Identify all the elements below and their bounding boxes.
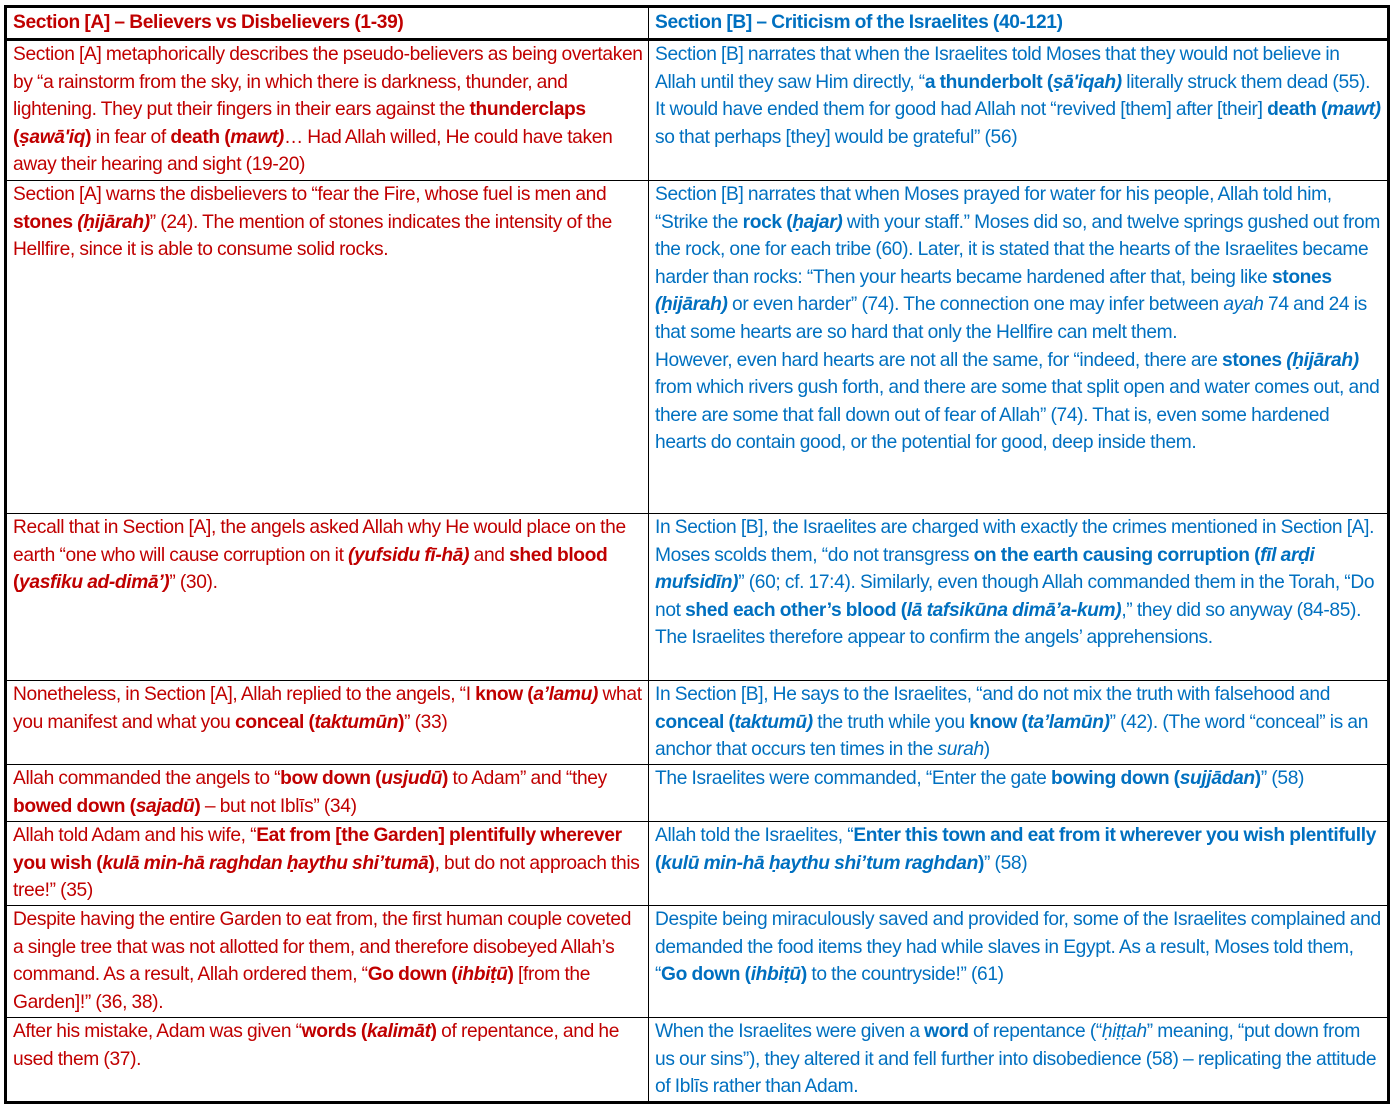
header-row: [6, 7, 1389, 40]
cell-section-b: Despite being miraculously saved and provided for, some of the Israelites complained and demanded the food items they had while slaves in Egypt. As a result, Moses told them, “Go down (ihbiṭū) to the countryside!” (61): [649, 906, 1389, 1018]
emphasized-term: yasfiku ad-dimā’): [19, 572, 170, 594]
emphasized-term: (: [527, 684, 534, 705]
cell-section-b: When the Israelites were given a word of repentance (“ḥiṭṭah” meaning, “put down from us our sins”), they altered it and fell further into disobedience (58) – replicating the attitude of Iblīs rather than Adam.: [649, 1018, 1389, 1103]
cell-section-a: After his mistake, Adam was given “words (kalimāt) of repentance, and he used them (37).: [6, 1018, 649, 1103]
emphasized-term: kulā min-hā raghdan ḥaythu shi’tumā: [102, 852, 429, 874]
emphasized-term: know (: [969, 711, 1028, 733]
emphasized-term: ): [800, 964, 807, 986]
emphasized-term: ): [85, 126, 92, 148]
emphasized-term: ihbiṭū: [750, 964, 801, 986]
emphasized-term: (yufsidu fī-hā): [348, 544, 470, 566]
header-section-b: Section [B] – Criticism of the Israelites (40-121): [649, 7, 1389, 40]
table-row: [6, 514, 1389, 681]
cell-section-b: Allah told the Israelites, “Enter this town and eat from it wherever you wish plentifully (kulū min-hā ḥaythu shi’tum raghdan)” (58): [649, 822, 1389, 906]
cell-section-b: In Section [B], He says to the Israelites, “and do not mix the truth with falsehood and conceal (taktumū) the truth while you know (ta’lamūn)” (42). (The word “conceal” is an anchor that occurs ten times in the surah): [649, 681, 1389, 765]
emphasized-term: ): [398, 711, 405, 733]
emphasized-term: mawt): [230, 126, 284, 148]
table-row: [6, 181, 1389, 514]
emphasized-term: ): [428, 852, 435, 874]
cell-section-a: Section [A] warns the disbelievers to “fear the Fire, whose fuel is men and stones (ḥijārah)” (24). The mention of stones indicates the intensity of the Hellfire, since it is able to consume solid rocks.: [6, 181, 649, 514]
emphasized-term: on the earth causing corruption (: [973, 544, 1261, 566]
table-row: [6, 765, 1389, 822]
emphasized-term: usjudū: [381, 768, 442, 789]
table-row: [6, 1018, 1389, 1103]
cell-section-b: In Section [B], the Israelites are charged with exactly the crimes mentioned in Section [A]. Moses scolds them, “do not transgress on the earth causing corruption (fīl arḍi mufsidīn)” (60; cf. 17:4). Similarly, even though Allah commanded them in the Torah, “Do not shed each other’s blood (lā tafsikūna dimā’a-kum),” they did so anyway (84-85). The Israelites therefore appear to confirm the angels’ apprehensions.: [649, 514, 1389, 681]
table-row: [6, 822, 1389, 906]
emphasized-term: sujjādan: [1179, 768, 1255, 789]
emphasized-term: Go down (: [367, 964, 458, 986]
emphasized-term: ): [1254, 768, 1261, 789]
emphasized-term: lā tafsikūna dimā’a-kum): [906, 599, 1122, 621]
emphasized-term: ihbiṭū: [457, 964, 508, 986]
header-section-a: Section [A] – Believers vs Disbelievers (1-39): [6, 7, 649, 40]
emphasized-term: ḥajar): [792, 211, 843, 233]
emphasized-term: ): [507, 964, 514, 986]
emphasized-term: death (: [1267, 99, 1328, 121]
emphasized-term: mawt): [1327, 99, 1381, 121]
emphasized-term: ṣawā'iq: [19, 126, 86, 148]
emphasized-term: ): [441, 768, 449, 789]
cell-section-b: Section [B] narrates that when Moses prayed for water for his people, Allah told him, “Strike the rock (ḥajar) with your staff.” Moses did so, and twelve springs gushed out from the rock, one for each tribe (60). Later, it is stated that the hearts of the Israelites became harder than rocks: “Then your hearts became hardened after that, being like stones (ḥijārah) or even harder” (74). The connection one may infer between ayah 74 and 24 is that some hearts are so hard that only the Hellfire can melt them. However, even hard hearts are not all the same, for “indeed, there are stones (ḥijārah) from which rivers gush forth, and there are some that split open and water comes out, and there are some that fall down out of fear of Allah” (74). That is, even some hardened hearts do contain good, or the potential for good, deep inside them.: [649, 181, 1389, 514]
emphasized-term: ): [430, 1021, 437, 1042]
table-row: [6, 681, 1389, 765]
emphasized-term: words (: [301, 1021, 367, 1042]
cell-section-a: Despite having the entire Garden to eat from, the first human couple coveted a single tree that was not allotted for them, and therefore disobeyed Allah’s command. As a result, Allah ordered them, “Go down (ihbiṭū) [from the Garden]!” (36, 38).: [6, 906, 649, 1018]
emphasized-term: rock (: [742, 211, 793, 233]
emphasized-term: conceal (: [655, 711, 735, 733]
emphasized-term: fīl arḍi mufsidīn): [655, 544, 1315, 594]
emphasized-term: ): [194, 795, 201, 817]
emphasized-term: (ḥijārah): [1286, 349, 1359, 371]
emphasized-term: taktumū): [734, 711, 813, 733]
emphasized-term: (ḥijārah): [655, 294, 728, 316]
cell-section-a: Recall that in Section [A], the angels asked Allah why He would place on the earth “one who will cause corruption on it (yufsidu fī-hā) and shed blood (yasfiku ad-dimā’)” (30).: [6, 514, 649, 681]
emphasized-term: stones: [1271, 266, 1332, 288]
emphasized-term: a’lamu): [533, 684, 599, 705]
emphasized-term: taktumūn: [314, 711, 399, 733]
emphasized-term: word: [924, 1021, 969, 1042]
emphasized-term: stones: [1222, 349, 1287, 371]
emphasized-term: (ḥijārah): [77, 211, 150, 233]
emphasized-term: stones: [13, 211, 78, 233]
italic-term: ḥiṭṭah: [1101, 1021, 1147, 1042]
cell-section-a: Allah told Adam and his wife, “Eat from [the Garden] plentifully wherever you wish (kulā min-hā raghdan ḥaythu shi’tumā), but do not approach this tree!” (35): [6, 822, 649, 906]
cell-section-b: Section [B] narrates that when the Israelites told Moses that they would not believe in Allah until they saw Him directly, “a thunderbolt (ṣā'iqah) literally struck them dead (55). It would have ended them for good had Allah not “revived [them] after [their] death (mawt) so that perhaps [they] would be grateful” (56): [649, 40, 1389, 181]
emphasized-term: kulū min-hā ḥaythu shi’tum raghdan: [661, 852, 978, 874]
cell-section-a: Nonetheless, in Section [A], Allah replied to the angels, “I know (a’lamu) what you manifest and what you conceal (taktumūn)” (33): [6, 681, 649, 765]
emphasized-term: Go down (: [661, 964, 751, 986]
emphasized-term: sajadū: [135, 795, 195, 817]
emphasized-term: thunderclaps (: [13, 99, 586, 148]
emphasized-term: bowing down (: [1050, 768, 1180, 789]
emphasized-term: a thunderbolt (: [924, 71, 1053, 93]
emphasized-term: shed each other’s blood (: [685, 599, 907, 621]
emphasized-term: ṣā'iqah): [1052, 71, 1122, 93]
table-row: [6, 40, 1389, 181]
emphasized-term: kalimāt: [366, 1021, 431, 1042]
cell-section-a: Section [A] metaphorically describes the pseudo-believers as being overtaken by “a rainstorm from the sky, in which there is darkness, thunder, and lightening. They put their fingers in their ears against the thunderclaps (ṣawā'iq) in fear of death (mawt)… Had Allah willed, He could have taken away their hearing and sight (19-20): [6, 40, 649, 181]
cell-section-b: The Israelites were commanded, “Enter the gate bowing down (sujjādan)” (58): [649, 765, 1389, 822]
table-row: [6, 906, 1389, 1018]
emphasized-term: shed blood (: [13, 544, 608, 594]
emphasized-term: bowed down (: [13, 795, 136, 817]
emphasized-term: ): [977, 852, 985, 874]
italic-term: ayah: [1223, 294, 1264, 316]
emphasized-term: know: [475, 684, 523, 705]
emphasized-term: Enter this town and eat from it wherever you wish plentifully (: [655, 825, 1377, 874]
emphasized-term: death (: [170, 126, 231, 148]
emphasized-term: conceal (: [235, 711, 315, 733]
comparison-table-container: [4, 5, 1390, 1104]
emphasized-term: bow down (: [280, 768, 382, 789]
emphasized-term: Eat from [the Garden] plentifully wherever you wish (: [13, 825, 622, 874]
italic-term: surah: [937, 739, 984, 761]
emphasized-term: ta’lamūn): [1027, 711, 1110, 733]
cell-section-a: Allah commanded the angels to “bow down (usjudū) to Adam” and “they bowed down (sajadū) – but not Iblīs” (34): [6, 765, 649, 822]
comparison-table: [4, 5, 1390, 1104]
